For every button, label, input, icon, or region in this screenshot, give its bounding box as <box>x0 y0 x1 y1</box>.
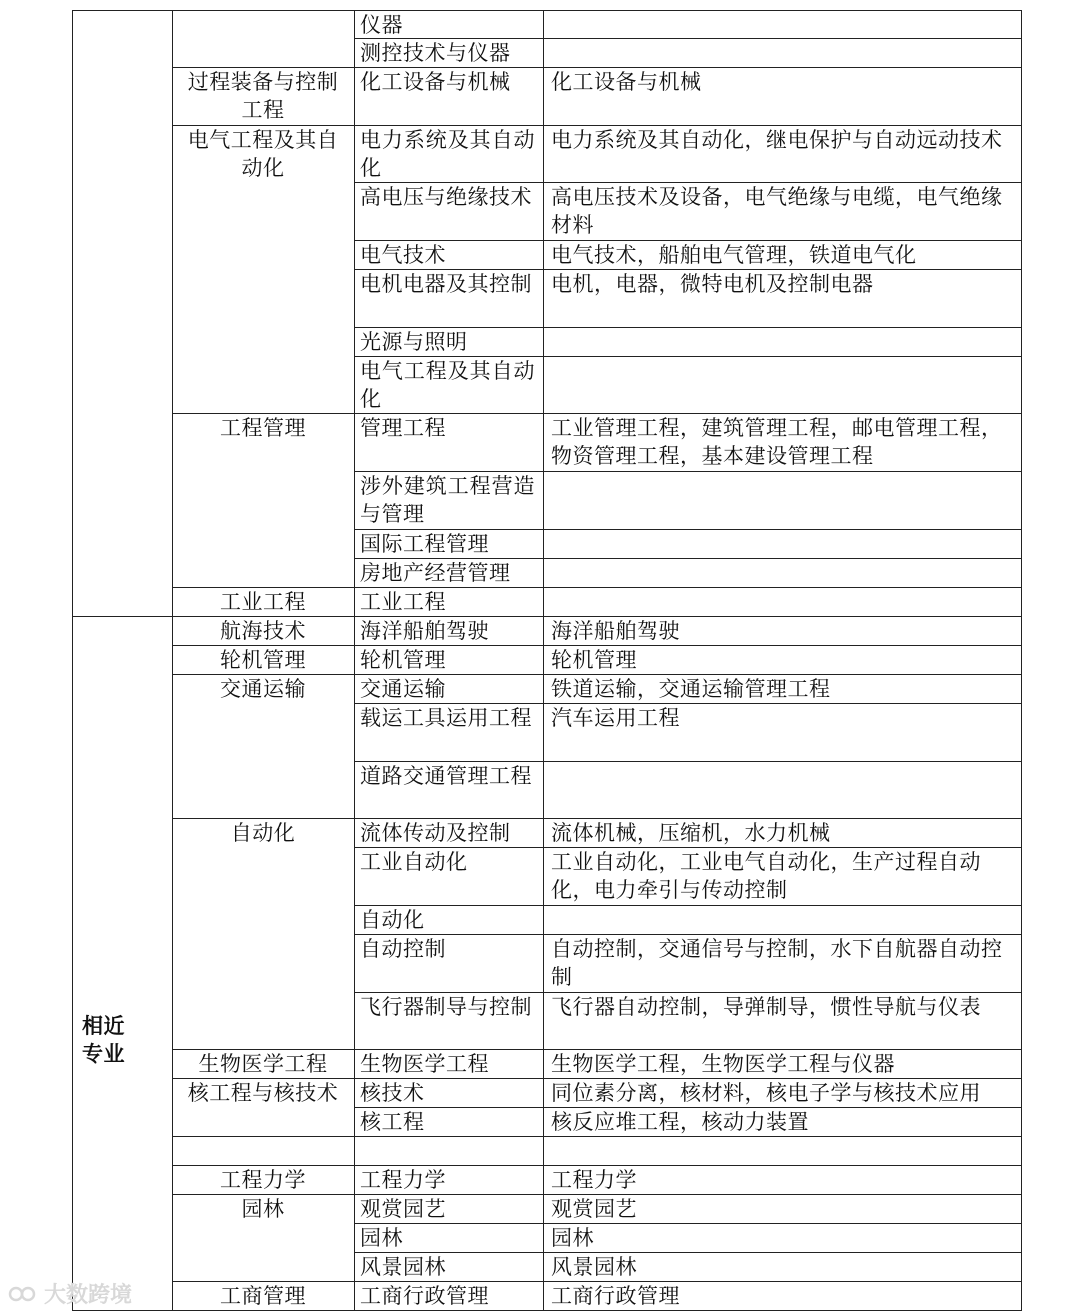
subject-cell: 航海技术 <box>220 619 306 643</box>
watermark-text: 大数跨境 <box>44 1283 133 1308</box>
table-vline <box>1021 10 1022 1310</box>
watermark-logo-icon <box>8 1283 38 1305</box>
major-cell: 风景园林 <box>360 1255 446 1279</box>
major-cell: 化工设备与机械 <box>360 70 511 94</box>
old-major-cell: 流体机械，压缩机，水力机械 <box>551 821 831 845</box>
old-major-cell: 观赏园艺 <box>551 1197 637 1221</box>
subject-cell: 轮机管理 <box>220 648 306 672</box>
old-major-cell: 自动控制，交通信号与控制，水下自航器自动控制 <box>551 937 1003 989</box>
table-hline <box>172 1136 1022 1137</box>
subject-cell: 工业工程 <box>220 590 306 614</box>
major-cell: 观赏园艺 <box>360 1197 446 1221</box>
old-major-cell: 铁道运输，交通运输管理工程 <box>551 677 831 701</box>
major-cell: 电力系统及其自动化 <box>360 128 535 180</box>
subject-cell: 生物医学工程 <box>198 1052 328 1076</box>
major-cell: 国际工程管理 <box>360 532 489 556</box>
watermark <box>8 1278 132 1309</box>
table-hline <box>72 10 1022 11</box>
subject-cell: 过程装备与控制工程 <box>187 70 339 122</box>
major-cell: 涉外建筑工程营造与管理 <box>360 474 535 526</box>
major-cell: 电气工程及其自动化 <box>360 359 535 411</box>
old-major-cell: 高电压技术及设备，电气绝缘与电缆，电气绝缘材料 <box>551 185 1003 237</box>
old-major-cell: 飞行器自动控制，导弹制导，惯性导航与仪表 <box>551 995 981 1019</box>
major-cell: 工业自动化 <box>360 850 468 874</box>
subject-cell: 工程力学 <box>220 1168 306 1192</box>
old-major-cell: 电气技术，船舶电气管理，铁道电气化 <box>551 243 917 267</box>
subject-cell: 工程管理 <box>220 416 306 440</box>
old-major-cell: 风景园林 <box>551 1255 637 1279</box>
table-vline <box>354 10 355 1310</box>
old-major-cell: 电力系统及其自动化，继电保护与自动远动技术 <box>551 128 1003 152</box>
table-vline <box>172 10 173 1310</box>
major-cell: 核工程 <box>360 1110 425 1134</box>
major-cell: 园林 <box>360 1226 403 1250</box>
major-cell: 仪器 <box>360 13 403 37</box>
subject-cell: 电气工程及其自动化 <box>187 128 339 180</box>
old-major-cell: 核反应堆工程，核动力装置 <box>551 1110 809 1134</box>
subject-cell: 工商管理 <box>220 1284 306 1308</box>
old-major-cell: 轮机管理 <box>551 648 637 672</box>
major-cell: 管理工程 <box>360 416 446 440</box>
old-major-cell: 生物医学工程，生物医学工程与仪器 <box>551 1052 895 1076</box>
table-hline <box>72 1310 1022 1311</box>
old-major-cell: 汽车运用工程 <box>551 706 680 730</box>
major-cell: 电机电器及其控制 <box>360 272 532 296</box>
major-cell: 流体传动及控制 <box>360 821 511 845</box>
old-major-cell: 电机，电器，微特电机及控制电器 <box>551 272 874 296</box>
old-major-cell: 化工设备与机械 <box>551 70 702 94</box>
major-cell: 工业工程 <box>360 590 446 614</box>
major-cell: 房地产经营管理 <box>360 561 511 585</box>
major-cell: 交通运输 <box>360 677 446 701</box>
major-cell: 轮机管理 <box>360 648 446 672</box>
subject-cell: 自动化 <box>230 821 296 845</box>
subject-cell: 核工程与核技术 <box>187 1081 339 1105</box>
major-cell: 测控技术与仪器 <box>360 41 511 65</box>
major-cell: 电气技术 <box>360 243 446 267</box>
old-major-cell: 工业自动化，工业电气自动化，生产过程自动化，电力牵引与传动控制 <box>551 850 981 902</box>
major-cell: 飞行器制导与控制 <box>360 995 532 1019</box>
major-cell: 自动控制 <box>360 937 446 961</box>
old-major-cell: 园林 <box>551 1226 594 1250</box>
subject-cell: 交通运输 <box>220 677 306 701</box>
major-cell: 高电压与绝缘技术 <box>360 185 532 209</box>
major-cell: 载运工具运用工程 <box>360 706 532 730</box>
subject-cell: 园林 <box>241 1197 285 1221</box>
major-cell: 工商行政管理 <box>360 1284 489 1308</box>
major-cell: 生物医学工程 <box>360 1052 489 1076</box>
table-vline <box>543 10 544 1310</box>
major-cell: 光源与照明 <box>360 330 468 354</box>
old-major-cell: 海洋船舶驾驶 <box>551 619 680 643</box>
table-vline <box>72 10 73 1310</box>
old-major-cell: 工程力学 <box>551 1168 637 1192</box>
major-cell: 道路交通管理工程 <box>360 764 532 788</box>
major-cell: 海洋船舶驾驶 <box>360 619 489 643</box>
major-cell: 工程力学 <box>360 1168 446 1192</box>
old-major-cell: 工业管理工程，建筑管理工程，邮电管理工程，物资管理工程，基本建设管理工程 <box>551 416 1003 468</box>
major-cell: 核技术 <box>360 1081 425 1105</box>
major-cell: 自动化 <box>360 908 425 932</box>
old-major-cell: 工商行政管理 <box>551 1284 680 1308</box>
category-label: 相近 专业 <box>82 1014 125 1066</box>
old-major-cell: 同位素分离，核材料，核电子学与核技术应用 <box>551 1081 981 1105</box>
